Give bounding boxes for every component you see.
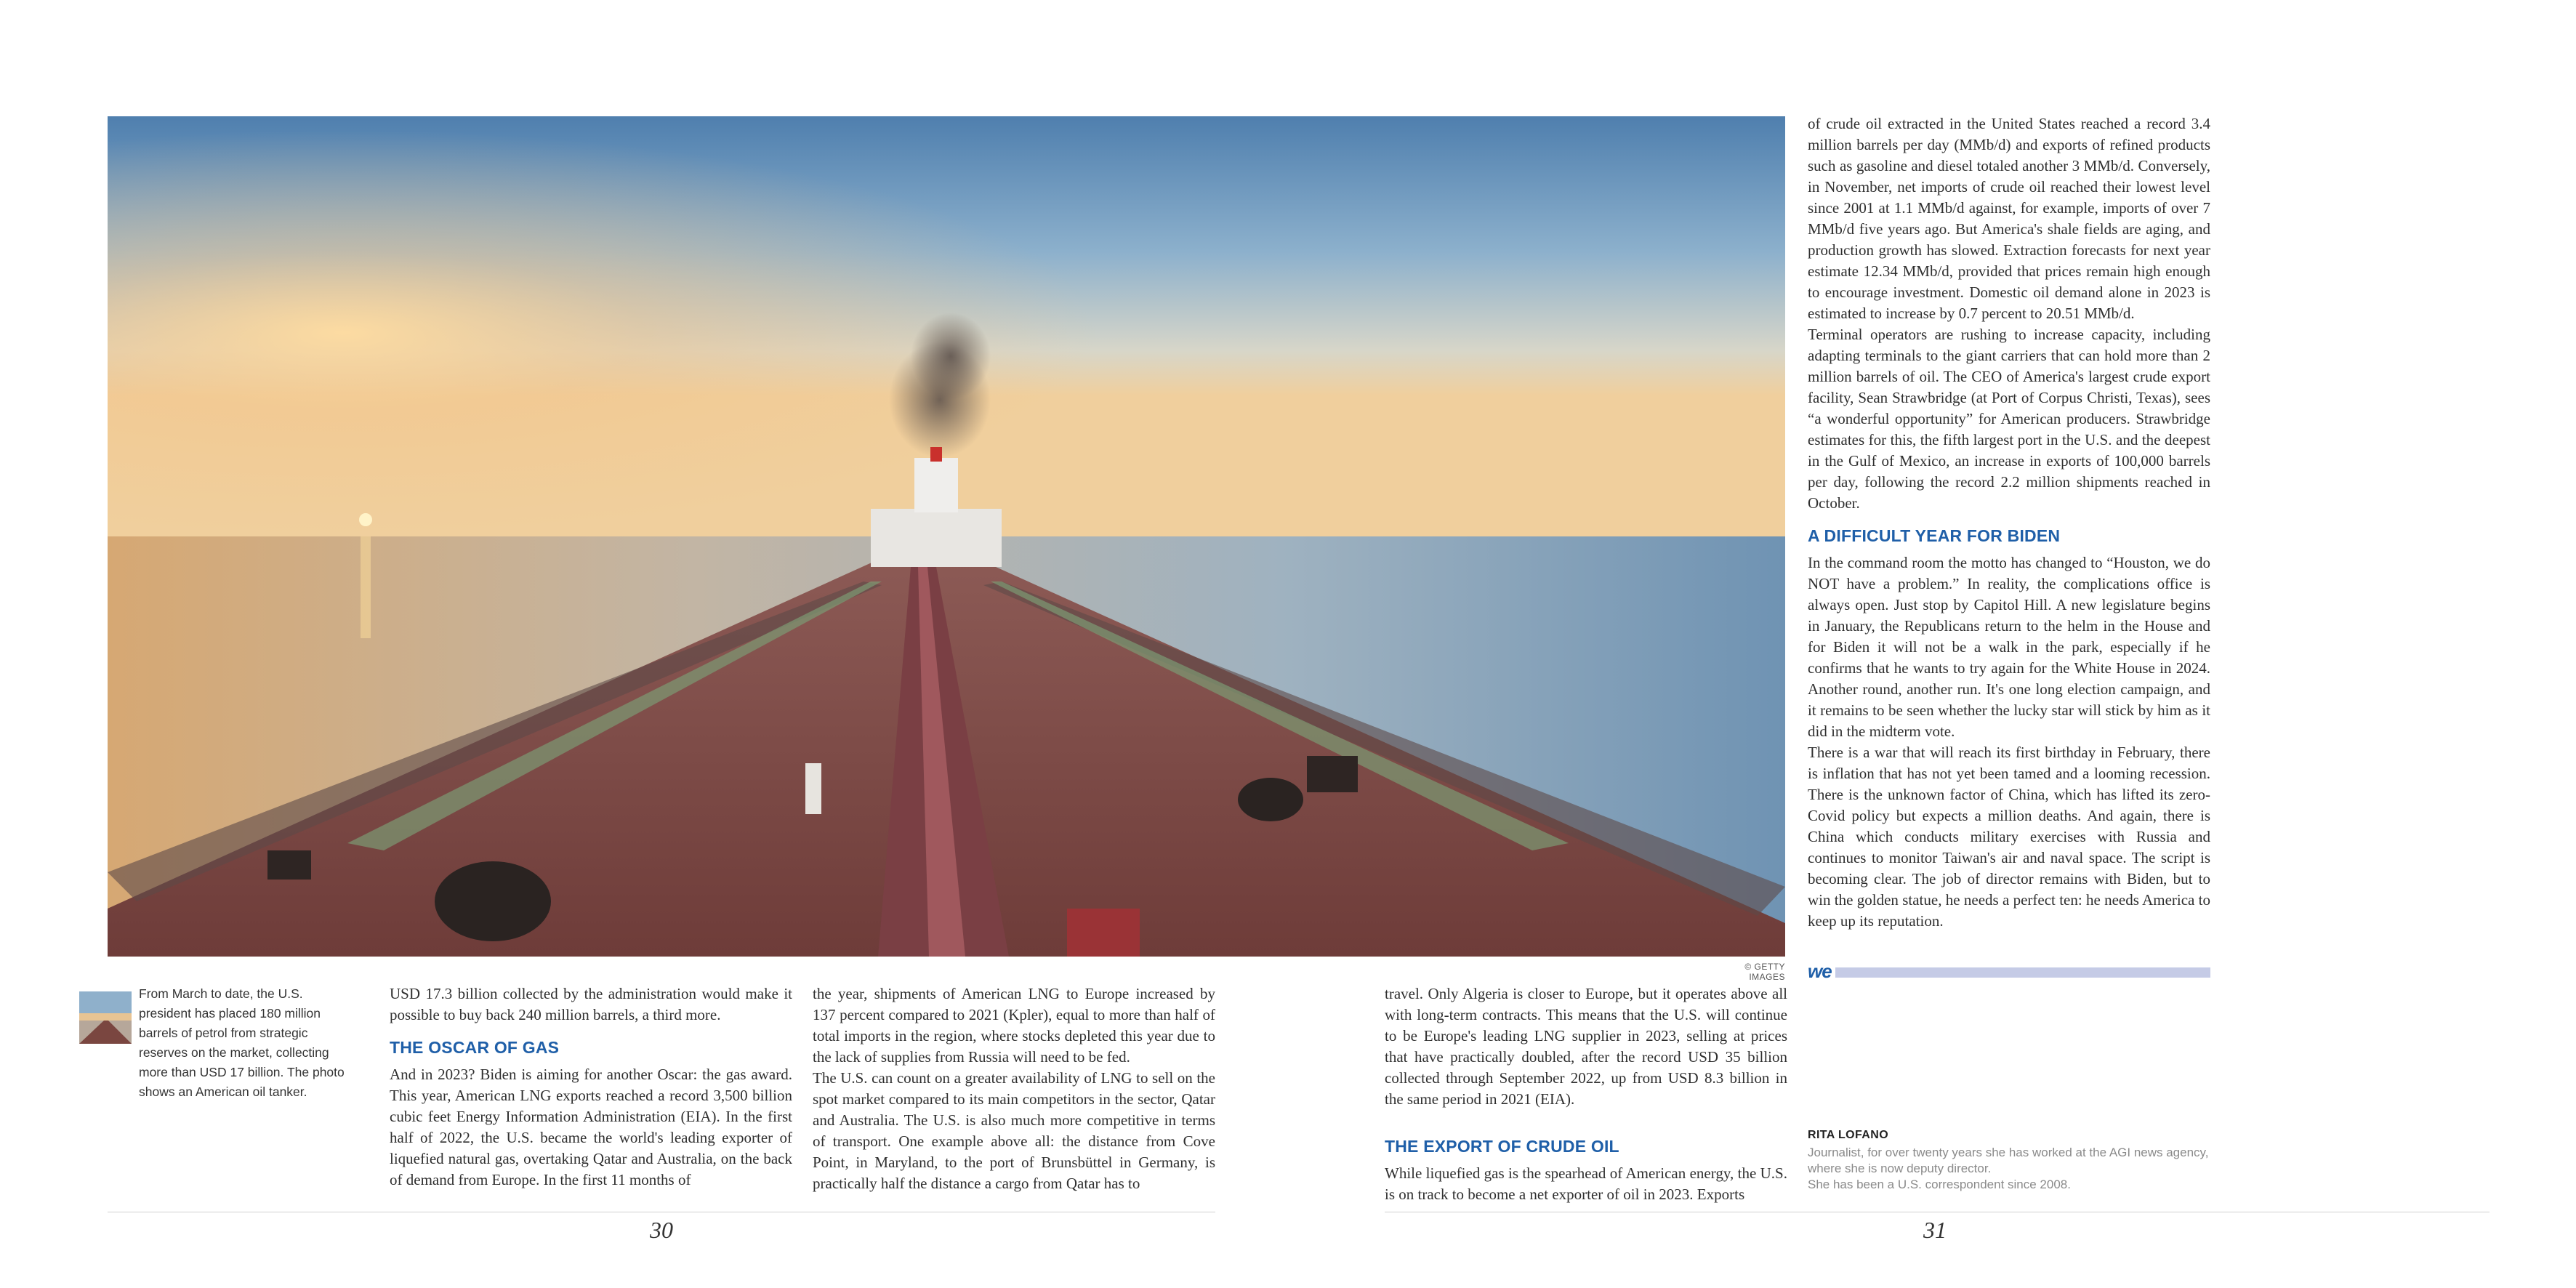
column-1-paragraph: And in 2023? Biden is aiming for another Oscar: the gas award. This year, American LNG exports reached a record 3,500 billion cubic feet Energy Information Administration (EIA). In the first half of 2022, the U.S. became the world's leading exporter of liquefied natural gas, overtaking Qatar and Australia, on the back of demand from Europe. In the first 11 months of bbox=[390, 1066, 792, 1188]
caption-thumbnail bbox=[79, 991, 132, 1044]
oil-tanker-photo bbox=[108, 116, 1785, 957]
author-bio-line: Journalist, for over twenty years she has worked at the AGI news agency, bbox=[1808, 1146, 2209, 1159]
tanker-thumbnail-image bbox=[79, 991, 132, 1044]
caption-line: president has placed 180 million bbox=[139, 1006, 321, 1021]
article-column-4 bbox=[1808, 113, 2210, 932]
author-bio-line: She has been a U.S. correspondent since 2008. bbox=[1808, 1178, 2071, 1191]
author-bio-line: where she is now deputy director. bbox=[1808, 1162, 1992, 1175]
page-number-right: 31 bbox=[1923, 1217, 1947, 1243]
column-4-paragraph-3: In the command room the motto has changed to “Houston, we do NOT have a problem.” In reality, the complications office is always open. Just stop by Capitol Hill. A new legislature begins in January, the Republicans return to the helm in the House and for Biden it will not be a walk in the park, especially if he confirms that he wants to try again for the White House in 2024. Another round, another run. It's one long election campaign, and it remains to be seen whether the lucky star will stick by him as it did in the midterm vote. bbox=[1808, 554, 2210, 740]
caption-line: From March to date, the U.S. bbox=[139, 986, 303, 1001]
column-4-paragraph-4: There is a war that will reach its first birthday in February, there is inflation that has not yet been tamed and a looming recession. There is the unknown factor of China, which has lifted its zero-Covid policy but expects a million deaths. And again, there is China which conducts military exercises with Russia and continues to monitor Taiwan's air and naval space. The script is becoming clear. The job of director remains with Biden, but to win the golden statue, he needs a perfect ten: he needs America to keep up its reputation. bbox=[1808, 744, 2210, 930]
heading-oscar-of-gas: THE OSCAR OF GAS bbox=[390, 1038, 560, 1057]
article-column-2 bbox=[813, 983, 1215, 1194]
column-3-paragraph-1: travel. Only Algeria is closer to Europe, but it operates above all with long-term contracts. This means that the U.S. will continue to be Europe's leading LNG supplier in 2023, selling at prices that have practically doubled, after the record USD 35 billion collected through September 2022, up from USD 8.3 billion in the same period in 2021 (EIA). bbox=[1385, 985, 1787, 1108]
caption-line: shows an American oil tanker. bbox=[139, 1084, 307, 1099]
end-mark-logo: we bbox=[1808, 960, 1832, 982]
page-number-left: 30 bbox=[650, 1217, 673, 1243]
heading-export-of-crude-oil: THE EXPORT OF CRUDE OIL bbox=[1385, 1137, 1619, 1156]
column-3-paragraph-2: While liquefied gas is the spearhead of American energy, the U.S. is on track to become a net exporter of oil in 2023. Exports bbox=[1385, 1164, 1787, 1203]
article-end-mark bbox=[1808, 960, 2210, 982]
caption-line: barrels of petrol from strategic bbox=[139, 1026, 308, 1040]
column-1-intro: USD 17.3 billion collected by the administration would make it possible to buy back 240 million barrels, a third more. bbox=[390, 985, 792, 1023]
photo-caption bbox=[139, 984, 379, 1102]
heading-difficult-year-for-biden: A DIFFICULT YEAR FOR BIDEN bbox=[1808, 526, 2061, 545]
photo-credit: © GETTY IMAGES bbox=[1744, 962, 1785, 982]
article-column-1 bbox=[390, 983, 792, 1191]
column-2-paragraph-1: the year, shipments of American LNG to Europe increased by 137 percent compared to 2021 (Kpler), equal to more than half of total imports in the region, where stocks depleted this year due to the lack of supplies from Russia will need to be fed. bbox=[813, 985, 1215, 1066]
main-photo bbox=[108, 116, 1785, 957]
column-4-paragraph-1: of crude oil extracted in the United States reached a record 3.4 million barrels per day (MMb/d) and exports of refined products such as gasoline and diesel totaled another 3 MMb/d. Conversely, in November, net imports of crude oil reached their lowest level since 2001 at 1.1 MMb/d against, for example, imports of over 7 MMb/d five years ago. But America's shale fields are aging, and production growth has slowed. Extraction forecasts for next year estimate 12.34 MMb/d, provided that prices remain high enough to encourage investment. Domestic oil demand alone in 2023 is estimated to increase by 0.7 percent to 20.51 MMb/d. bbox=[1808, 115, 2210, 322]
article-column-3 bbox=[1385, 983, 1787, 1205]
caption-line: more than USD 17 billion. The photo bbox=[139, 1065, 345, 1079]
column-2-paragraph-2: The U.S. can count on a greater availability of LNG to sell on the spot market compared to its main competitors in the sector, Qatar and Australia. The U.S. is also much more competitive in terms of transport. One example above all: the distance from Cove Point, in Maryland, to the port of Brunsbüttel in Germany, is practically half the distance a cargo from Qatar has to bbox=[813, 1069, 1215, 1192]
column-4-paragraph-2: Terminal operators are rushing to increase capacity, including adapting terminals to the giant carriers that can hold more than 2 million barrels of oil. The CEO of America's largest crude export facility, Sean Strawbridge (at Port of Corpus Christi, Texas), sees “a wonderful opportunity” for American producers. Strawbridge estimates for this, the fifth largest port in the U.S. and the deepest in the Gulf of Mexico, an increase in exports of 100,000 barrels per day, following the record 2.2 million shipments reached in October. bbox=[1808, 326, 2210, 512]
author-box bbox=[1808, 1129, 2258, 1193]
author-name: RITA LOFANO bbox=[1808, 1129, 1889, 1141]
end-mark-bar bbox=[1835, 967, 2210, 978]
caption-line: reserves on the market, collecting bbox=[139, 1045, 329, 1060]
